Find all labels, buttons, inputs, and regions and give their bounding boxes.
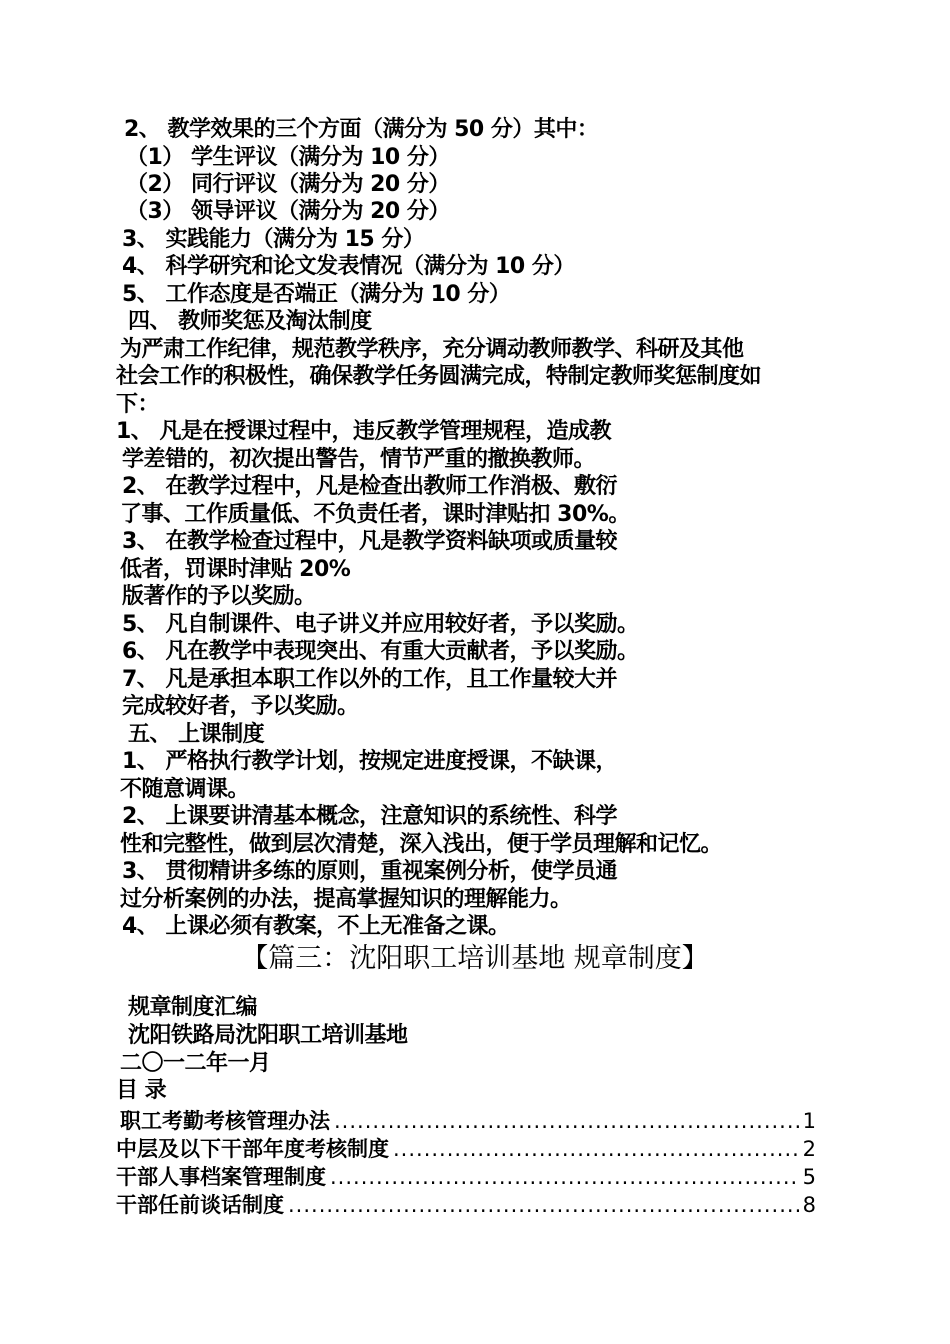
toc-title: 目 录 — [116, 1078, 167, 1103]
toc-entry-title: 中层及以下干部年度考核制度 — [116, 1137, 389, 1161]
toc-entry[interactable] — [120, 1105, 816, 1133]
text-line: 2、 教学效果的三个方面（满分为 50 分）其中： — [124, 117, 599, 142]
text-line: 不随意调课。 — [120, 777, 250, 802]
text-line: 4、 科学研究和论文发表情况（满分为 10 分） — [122, 254, 575, 279]
text-line: 为严肃工作纪律，规范教学秩序，充分调动教师教学、科研及其他 — [120, 337, 744, 362]
section-heading: 【篇三：沈阳职工培训基地 规章制度】 — [241, 943, 709, 974]
text-line: 性和完整性，做到层次清楚，深入浅出，便于学员理解和记忆。 — [120, 832, 723, 857]
text-line: 1、 凡是在授课过程中，违反教学管理规程，造成教 — [116, 419, 611, 444]
section-title: 五、 上课制度 — [128, 722, 265, 747]
text-line: 社会工作的积极性，确保教学任务圆满完成，特制定教师奖惩制度如 — [116, 364, 762, 389]
section-title: 四、 教师奖惩及淘汰制度 — [128, 309, 372, 334]
toc-entry-page: 1 — [802, 1109, 816, 1133]
toc-leader-dots — [330, 1165, 799, 1189]
toc-entry[interactable] — [116, 1161, 816, 1189]
text-line: 低者，罚课时津贴 20% — [120, 557, 351, 582]
text-line: 7、 凡是承担本职工作以外的工作，且工作量较大并 — [122, 667, 617, 692]
text-line: 2、 上课要讲清基本概念，注意知识的系统性、科学 — [122, 804, 617, 829]
toc-entry-title: 干部人事档案管理制度 — [116, 1165, 326, 1189]
text-line: 学差错的，初次提出警告，情节严重的撤换教师。 — [122, 447, 596, 472]
cover-date: 二〇一二年一月 — [120, 1051, 271, 1076]
text-line: （2） 同行评议（满分为 20 分） — [126, 172, 450, 197]
text-line: 3、 贯彻精讲多练的原则，重视案例分析，使学员通 — [122, 859, 617, 884]
toc-entry-page: 5 — [802, 1165, 816, 1189]
cover-title: 规章制度汇编 — [128, 995, 258, 1020]
text-line: 5、 工作态度是否端正（满分为 10 分） — [122, 282, 511, 307]
text-line: 了事、工作质量低、不负责任者，课时津贴扣 30%。 — [120, 502, 630, 527]
text-line: （3） 领导评议（满分为 20 分） — [126, 199, 450, 224]
text-line: 过分析案例的办法，提高掌握知识的理解能力。 — [120, 887, 572, 912]
text-line: 2、 在教学过程中，凡是检查出教师工作消极、敷衍 — [122, 474, 617, 499]
text-line: 1、 严格执行教学计划，按规定进度授课，不缺课， — [122, 749, 617, 774]
text-line: 版著作的予以奖励。 — [122, 584, 316, 609]
text-line: 下： — [116, 392, 160, 417]
toc-entry-page: 2 — [802, 1137, 816, 1161]
text-line: 完成较好者，予以奖励。 — [122, 694, 359, 719]
toc-entry[interactable] — [116, 1189, 816, 1217]
text-line: 4、 上课必须有教案，不上无准备之课。 — [122, 914, 510, 939]
text-line: 3、 在教学检查过程中，凡是教学资料缺项或质量较 — [122, 529, 617, 554]
toc-entry-page: 8 — [802, 1193, 816, 1217]
toc-entry[interactable] — [116, 1133, 816, 1161]
text-line: 3、 实践能力（满分为 15 分） — [122, 227, 425, 252]
cover-organization: 沈阳铁路局沈阳职工培训基地 — [128, 1023, 408, 1048]
toc-leader-dots — [334, 1109, 799, 1133]
toc-entry-title: 职工考勤考核管理办法 — [120, 1109, 330, 1133]
toc-entry-title: 干部任前谈话制度 — [116, 1193, 284, 1217]
text-line: 6、 凡在教学中表现突出、有重大贡献者，予以奖励。 — [122, 639, 639, 664]
text-line: （1） 学生评议（满分为 10 分） — [126, 145, 450, 170]
toc-leader-dots — [288, 1193, 799, 1217]
toc-leader-dots — [393, 1137, 799, 1161]
text-line: 5、 凡自制课件、电子讲义并应用较好者，予以奖励。 — [122, 612, 639, 637]
